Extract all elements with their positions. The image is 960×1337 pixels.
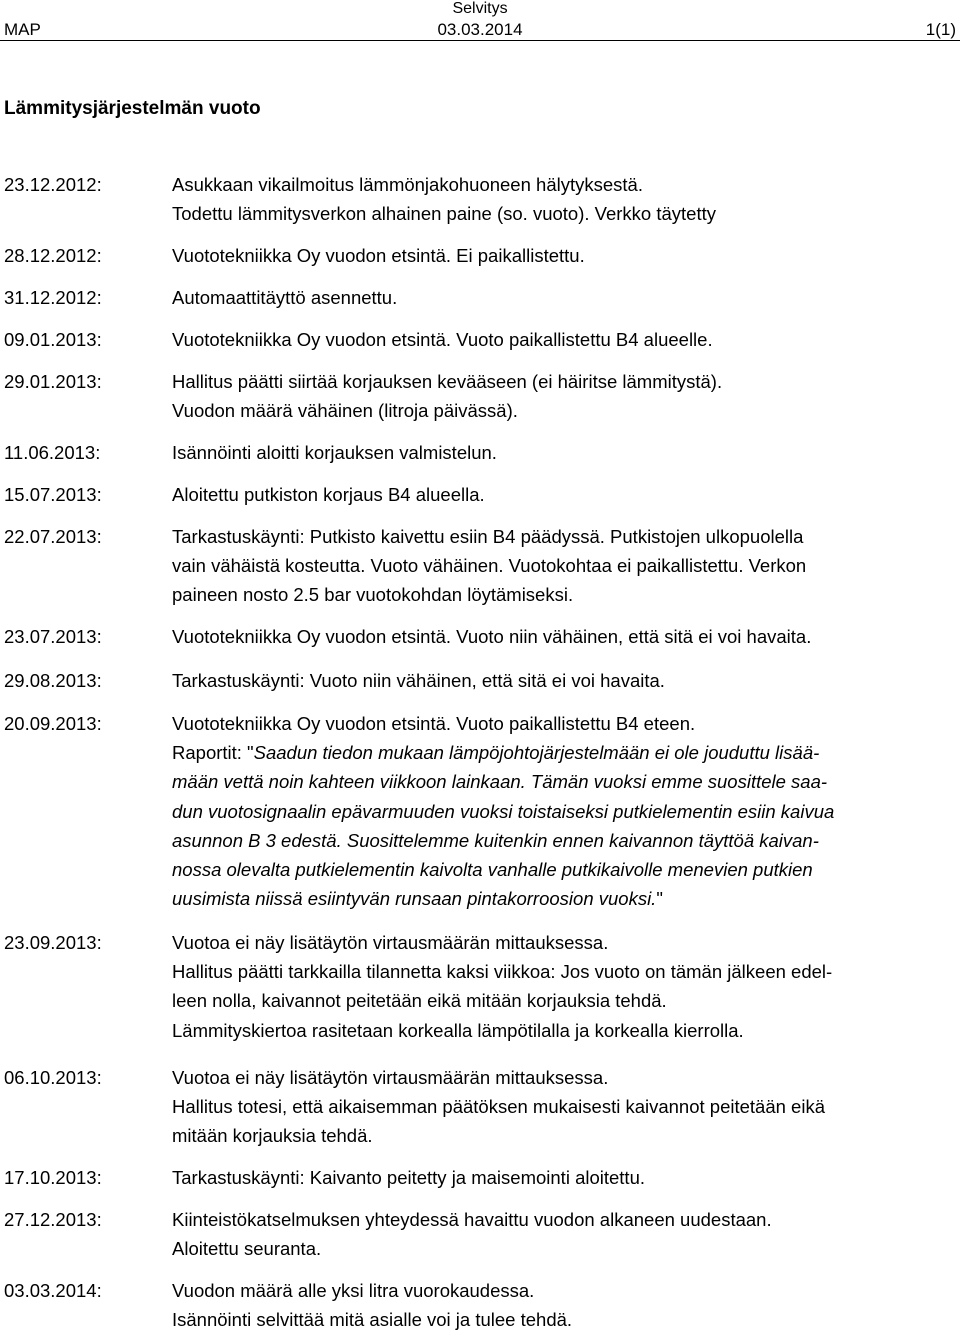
entry-line: Aloitettu seuranta. xyxy=(172,1238,322,1260)
quote-suffix: " xyxy=(656,888,663,910)
quote-text: nossa olevalta putkielementin kaivolta vanhalle putkikaivolle menevien putkien xyxy=(172,859,813,881)
entry-date: 17.10.2013: xyxy=(4,1167,102,1188)
entry-line: vain vähäistä kosteutta. Vuoto vähäinen. Vuotokohtaa ei paikallistettu. Verkon xyxy=(172,555,807,577)
entry-line: Isännöinti selvittää mitä asialle voi ja tulee tehdä. xyxy=(172,1309,573,1331)
entry-line: Vuodon määrä vähäinen (litroja päivässä). xyxy=(172,400,518,422)
entry-text xyxy=(172,438,952,467)
report-quote-line xyxy=(172,855,952,884)
header-divider xyxy=(0,40,960,41)
entry-line: Asukkaan vikailmoitus lämmönjakohuoneen hälytyksestä. xyxy=(172,174,643,195)
entry-text xyxy=(172,480,952,509)
entry-text xyxy=(172,709,952,913)
entry-text xyxy=(172,1205,952,1263)
entry-text xyxy=(172,666,952,695)
quote-text: uusimista niissä esiintyvän runsaan pintakorroosion vuoksi. xyxy=(172,888,657,910)
entry-line: Vuotoa ei näy lisätäytön virtausmäärän mittauksessa. xyxy=(172,1067,609,1088)
entry-text xyxy=(172,522,952,610)
entry-date: 23.12.2012: xyxy=(4,174,102,195)
quote-prefix: Raportit: " xyxy=(172,742,254,764)
entry-text xyxy=(172,928,952,1045)
page-number: 1(1) xyxy=(925,20,956,39)
entry-text xyxy=(172,1276,952,1334)
entry-line: Hallitus päätti siirtää korjauksen kevääseen (ei häiritse lämmitystä). xyxy=(172,371,723,392)
report-quote-line xyxy=(172,738,952,767)
entry-line: Vuotoa ei näy lisätäytön virtausmäärän mittauksessa. xyxy=(172,932,609,953)
report-quote-line xyxy=(172,797,952,826)
entry-line: Hallitus päätti tarkkailla tilannetta kaksi viikkoa: Jos vuoto on tämän jälkeen edel- xyxy=(172,961,833,983)
entry-text xyxy=(172,367,952,425)
entry-line: Isännöinti aloitti korjauksen valmistelun. xyxy=(172,442,497,463)
entry-date: 22.07.2013: xyxy=(4,526,102,547)
report-quote-line xyxy=(172,884,952,913)
entry-line: Tarkastuskäynti: Putkisto kaivettu esiin B4 päädyssä. Putkistojen ulkopuolella xyxy=(172,526,804,547)
entry-line: Hallitus totesi, että aikaisemman päätöksen mukaisesti kaivannot peitetään eikä xyxy=(172,1096,825,1118)
entry-date: 06.10.2013: xyxy=(4,1067,102,1088)
entry-text xyxy=(172,241,952,270)
entry-date: 27.12.2013: xyxy=(4,1209,102,1230)
entry-line: Vuodon määrä alle yksi litra vuorokaudessa. xyxy=(172,1280,535,1301)
quote-text: dun vuotosignaalin epävarmuuden vuoksi toistaiseksi putkielementin esiin kaivua xyxy=(172,800,835,822)
entry-date: 03.03.2014: xyxy=(4,1280,102,1301)
entry-line: Todettu lämmitysverkon alhainen paine (so. vuoto). Verkko täytetty xyxy=(172,203,716,225)
entry-line: mitään korjauksia tehdä. xyxy=(172,1125,373,1147)
entry-line: Tarkastuskäynti: Kaivanto peitetty ja maisemointi aloitettu. xyxy=(172,1167,646,1188)
entry-date: 15.07.2013: xyxy=(4,484,102,505)
document-title: Lämmitysjärjestelmän vuoto xyxy=(4,98,261,119)
page-header xyxy=(0,0,960,40)
entry-date: 20.09.2013: xyxy=(4,713,102,734)
entry-text xyxy=(172,170,952,228)
entry-date: 29.08.2013: xyxy=(4,670,102,691)
entry-text xyxy=(172,325,952,354)
header-date: 03.03.2014 xyxy=(437,20,523,39)
entry-line: Vuototekniikka Oy vuodon etsintä. Vuoto niin vähäinen, että sitä ei voi havaita. xyxy=(172,626,812,647)
entry-line: Lämmityskiertoa rasitetaan korkealla lämpötilalla ja korkealla kierrolla. xyxy=(172,1019,744,1041)
header-organization: MAP xyxy=(4,20,41,39)
entry-line: Automaattitäyttö asennettu. xyxy=(172,287,398,308)
quote-text: mään vettä noin kahteen viikkoon lainkaan. Tämän vuoksi emme suosittele saa- xyxy=(172,771,828,793)
entry-text xyxy=(172,622,952,651)
entry-date: 11.06.2013: xyxy=(4,442,101,463)
entry-line: Vuototekniikka Oy vuodon etsintä. Ei paikallistettu. xyxy=(172,245,585,266)
entry-line: Kiinteistökatselmuksen yhteydessä havaittu vuodon alkaneen uudestaan. xyxy=(172,1209,772,1230)
entry-date: 23.07.2013: xyxy=(4,626,102,647)
entry-text xyxy=(172,283,952,312)
entry-line: paineen nosto 2.5 bar vuotokohdan löytämiseksi. xyxy=(172,584,574,606)
entry-date: 23.09.2013: xyxy=(4,932,102,953)
entry-date: 09.01.2013: xyxy=(4,329,102,350)
entry-line: Vuototekniikka Oy vuodon etsintä. Vuoto paikallistettu B4 alueelle. xyxy=(172,329,713,350)
entry-date: 29.01.2013: xyxy=(4,371,102,392)
report-quote-line xyxy=(172,826,952,855)
quote-text: asunnon B 3 edestä. Suosittelemme kuitenkin ennen kaivannon täyttöä kaivan- xyxy=(172,829,819,851)
document-type: Selvitys xyxy=(452,0,508,17)
entry-line: Vuototekniikka Oy vuodon etsintä. Vuoto paikallistettu B4 eteen. xyxy=(172,713,696,734)
entry-date: 28.12.2012: xyxy=(4,245,102,266)
report-quote-line xyxy=(172,767,952,796)
entry-text xyxy=(172,1163,952,1192)
entry-line: Tarkastuskäynti: Vuoto niin vähäinen, että sitä ei voi havaita. xyxy=(172,670,665,691)
quote-text: Saadun tiedon mukaan lämpöjohtojärjestelmään ei ole jouduttu lisää- xyxy=(253,742,820,764)
entry-line: leen nolla, kaivannot peitetään eikä mitään korjauksia tehdä. xyxy=(172,990,667,1012)
entry-date: 31.12.2012: xyxy=(4,287,102,308)
entry-line: Aloitettu putkiston korjaus B4 alueella. xyxy=(172,484,485,505)
entry-text xyxy=(172,1063,952,1151)
